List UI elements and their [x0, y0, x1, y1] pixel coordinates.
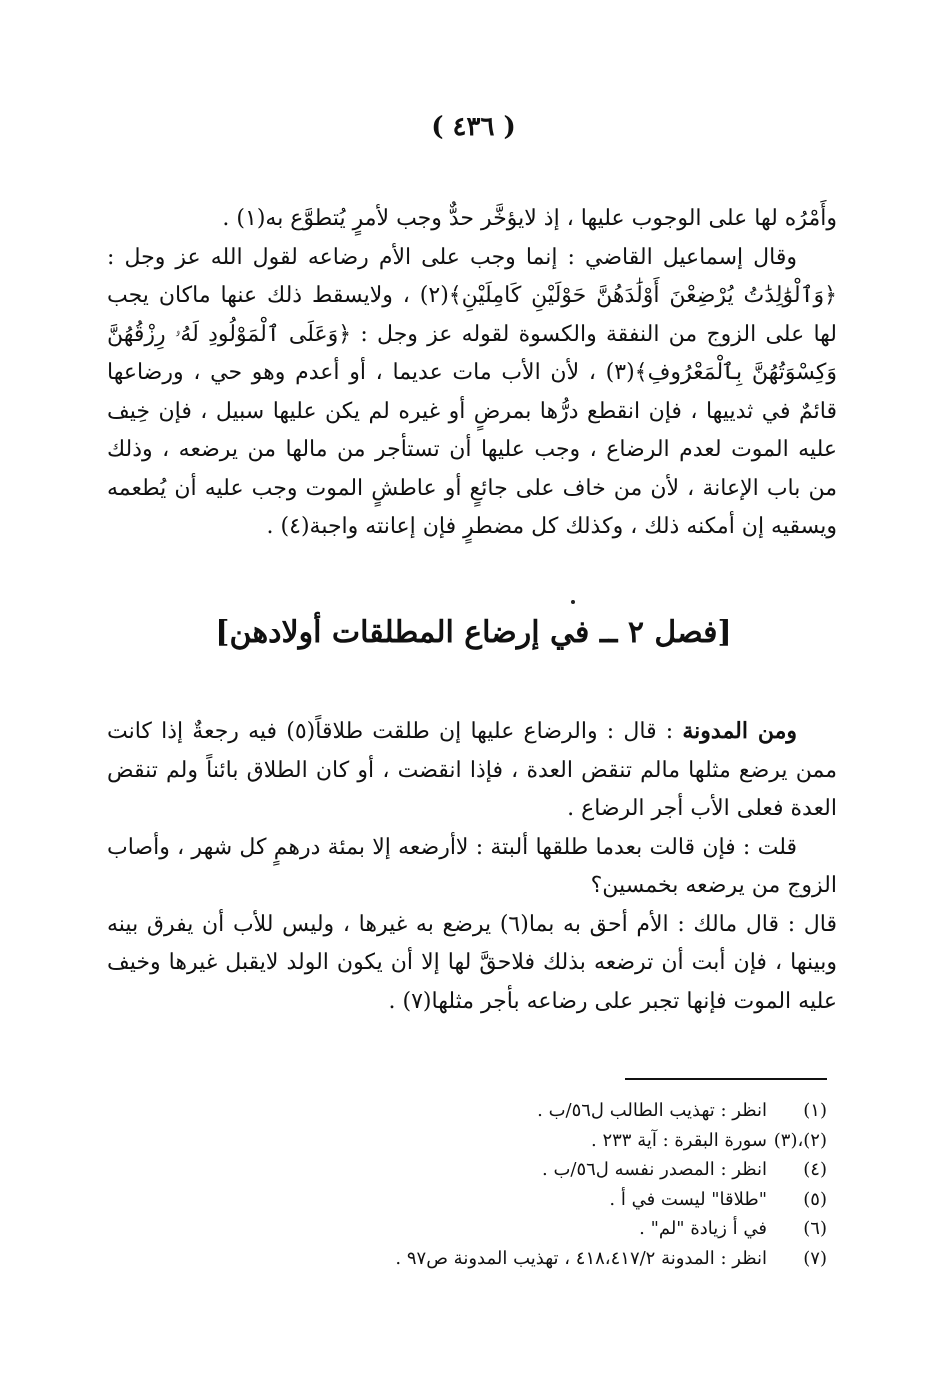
- footnote-number: (٧): [803, 1247, 827, 1269]
- footnote: [127, 1155, 827, 1185]
- paragraph-rest: : قال : والرضاع عليها إن طلقت طلاقاً(٥) فيه رجعةٌ إذا كانت ممن يرضع مثلها مالم تنقض العدة ، فإذا انقضت ، أو كان الطلاق بائناً ولم تنقض العدة فعلى الأب أجر الرضاع .: [107, 719, 837, 821]
- decorative-dot: [571, 600, 575, 604]
- footnote-number: (٢)،(٣): [773, 1129, 827, 1151]
- paragraph: وأَمْرُه لها على الوجوب عليها ، إذ لايؤخَّر حدٌّ وجب لأمرٍ يُتطوَّع به(١) .: [222, 206, 837, 231]
- paragraph: قال : قال مالك : الأم أحق به بما(٦) يرضع به غيرها ، وليس للأب أن يفرق بينه وبينها ، فإن أبت أن ترضعه بذلك فلاحقَّ لها إلا أن يكون الولد لايقبل غيرها وخيف عليه الموت فإنها تجبر على رضاعه بأجر مثلها(٧) .: [107, 911, 837, 1014]
- paragraph-lead: ومن المدونة: [682, 718, 798, 744]
- text-block-bottom: [107, 712, 837, 1021]
- footnote: [127, 1185, 827, 1215]
- text-block-top: [107, 200, 837, 547]
- footnote-text: "طلاقا" ليست في أ .: [609, 1188, 767, 1210]
- footnote-number: (٦): [803, 1218, 827, 1240]
- paragraph: قلت : فإن قالت بعدما طلقها ألبتة : لاأرضعه إلا بمئة درهمٍ كل شهر ، وأصاب الزوج من يرضعه بخمسين؟: [107, 834, 837, 898]
- footnote-number: (١): [803, 1100, 827, 1121]
- paragraph-mudawwana: [107, 712, 837, 829]
- footnote: [127, 1214, 827, 1244]
- footnote-text: في أ زيادة "لم" .: [639, 1218, 767, 1240]
- footnote-number: (٥): [803, 1188, 827, 1210]
- section-title: [فصل ٢ ــ في إرضاع المطلقات أولادهن]: [215, 615, 732, 650]
- footnote-text: انظر : تهذيب الطالب ل٥٦/ب .: [537, 1100, 767, 1121]
- footnote: [127, 1244, 827, 1274]
- footnote-text: انظر : المصدر نفسه ل٥٦/ب .: [542, 1159, 767, 1181]
- footnotes-list: [127, 1096, 827, 1274]
- footnote: [127, 1126, 827, 1156]
- footnote-text: سورة البقرة : آية ٢٣٣ .: [591, 1129, 767, 1151]
- footnote-number: (٤): [803, 1159, 827, 1181]
- footnote: [127, 1096, 827, 1126]
- footnote-divider: [625, 1078, 827, 1080]
- footnote-text: انظر : المدونة ٤١٨،٤١٧/٢ ، تهذيب المدونة ص٩٧ .: [395, 1247, 767, 1269]
- page-number: ( ٤٣٦ ): [431, 112, 516, 142]
- paragraph: وقال إسماعيل القاضي : إنما وجب على الأم رضاعه لقول الله عز وجل : ﴿وَٱلْوَٰلِدَٰتُ يُرْضِعْنَ أَوْلَٰدَهُنَّ حَوْلَيْنِ كَامِلَيْنِ﴾(٢) ، ولايسقط ذلك عنها ماكان يجب لها على الزوج من النفقة والكسوة لقوله عز وجل : ﴿وَعَلَى ٱلْمَوْلُودِ لَهُۥ رِزْقُهُنَّ وَكِسْوَتُهُنَّ بِٱلْمَعْرُوفِ﴾(٣) ، لأن الأب مات عديما ، أو أعدم وهو حي ، ورضاعها قائمٌ في ثدييها ، فإن انقطع درُّها بمرضٍ أو غيره لم يكن عليها سبيل ، فإن خِيف عليه الموت لعدم الرضاع ، وجب عليها أن تستأجر من مالها من يرضعه ، وذلك من باب الإعانة ، لأن من خاف على جائعٍ أو عاطشٍ الموت وجب عليه أن يُطعمه ويسقيه إن أمكنه ذلك ، وكذلك كل مضطرٍ فإن إعانته واجبة(٤) .: [107, 244, 838, 539]
